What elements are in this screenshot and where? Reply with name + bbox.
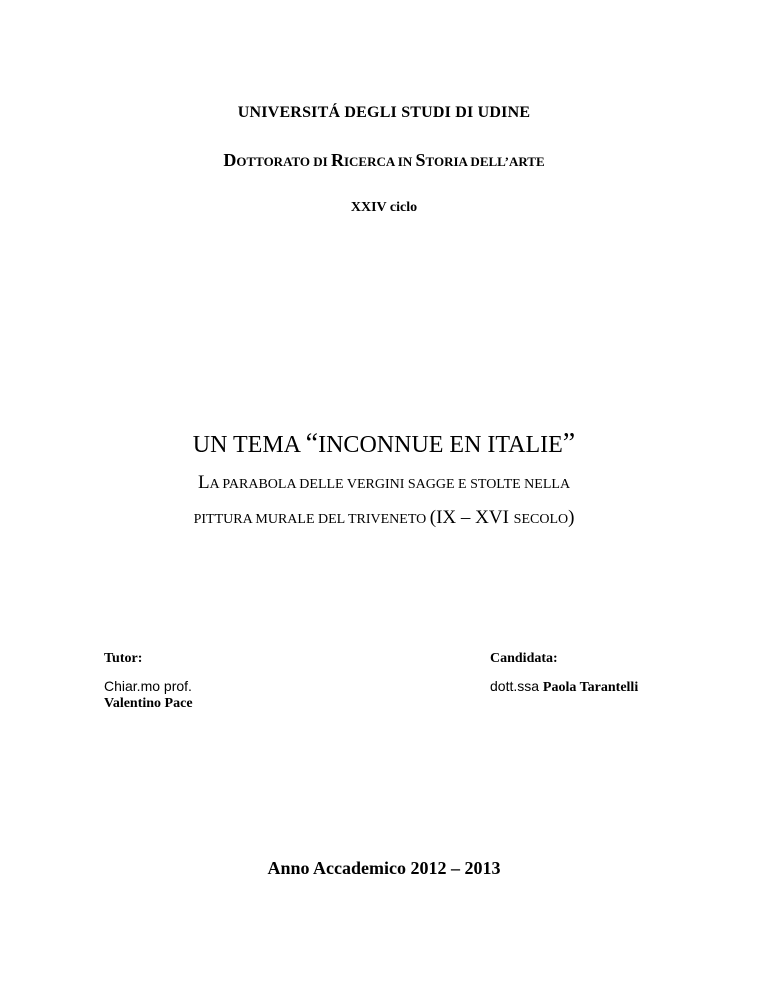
subtitle-line-2-text: PITTURA MURALE DEL TRIVENETO [193, 512, 430, 527]
doctorate-text-1: OTTORATO DI [236, 154, 331, 169]
doctorate-cycle: XXIV ciclo [350, 200, 418, 215]
subtitle-close-paren: ) [568, 507, 575, 528]
thesis-title-main: INCONNUE EN ITALIE [318, 432, 563, 458]
close-quote: ” [562, 428, 576, 459]
open-quote: “ [305, 428, 319, 459]
doctorate-initial-s: S [415, 150, 426, 170]
thesis-title [0, 428, 768, 460]
subtitle-initial: L [197, 472, 210, 493]
candidate-line [490, 678, 638, 696]
tutor-title: Chiar.mo prof. [104, 678, 192, 694]
subtitle-line-1-text: A PARABOLA DELLE VERGINI SAGGE E STOLTE NELLA [209, 477, 571, 492]
candidate-prefix: dott.ssa [490, 678, 543, 694]
doctorate-text-3: TORIA DELL’ARTE [425, 154, 545, 169]
tutor-label: Tutor: [104, 651, 143, 666]
doctorate-text-2: ICERCA IN [343, 154, 416, 169]
doctorate-initial-r: R [330, 150, 344, 170]
academic-year: Anno Accademico 2012 – 2013 [267, 858, 501, 878]
tutor-name: Valentino Pace [104, 696, 193, 711]
thesis-subtitle-line-2 [0, 507, 768, 529]
candidate-label: Candidata: [490, 651, 558, 666]
university-name: UNIVERSITÁ DEGLI STUDI DI UDINE [237, 104, 531, 121]
thesis-title-prefix: UN TEMA [192, 432, 306, 458]
doctorate-initial-d: D [223, 150, 237, 170]
candidate-name: Paola Tarantelli [542, 680, 639, 695]
thesis-subtitle-line-1 [0, 472, 768, 494]
subtitle-secolo: SECOLO [513, 512, 569, 527]
doctorate-program [0, 150, 768, 171]
subtitle-century-range: (IX – XVI [429, 507, 514, 528]
